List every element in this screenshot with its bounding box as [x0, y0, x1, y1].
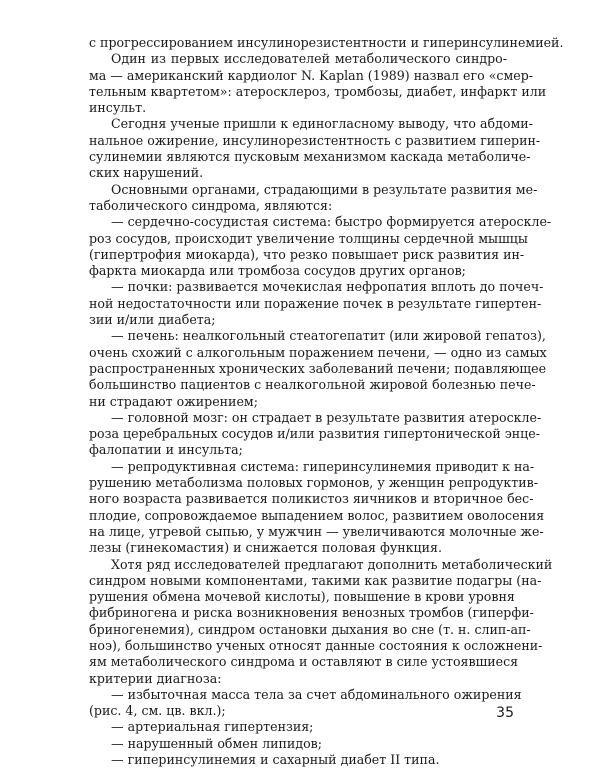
text-line: Один из первых исследователей метаболического синдро- — [111, 51, 507, 67]
page-number: 35 — [496, 705, 514, 721]
text-line: на лице, угревой сыпью, у мужчин — увеличиваются молочные же- — [89, 523, 544, 539]
text-line: — артериальная гипертензия; — [111, 719, 314, 735]
text-line: сулинемии являются пусковым механизмом каскада метаболиче- — [89, 149, 531, 165]
text-line: фалопатии и инсульта; — [89, 442, 243, 458]
text-line: — почки: развивается мочекислая нефропатия вплоть до почеч- — [111, 279, 544, 295]
body-text — [89, 35, 564, 768]
text-line: фибриногена и риска возникновения венозных тромбов (гиперфи- — [89, 605, 534, 621]
text-line: ских нарушений. — [89, 165, 204, 181]
text-line: плодие, сопровождаемое выпадением волос, развитием оволосения — [89, 507, 545, 523]
text-line: Хотя ряд исследователей предлагают дополнить метаболический — [111, 556, 553, 572]
text-line: — нарушенный обмен липидов; — [111, 735, 323, 751]
text-line: Сегодня ученые пришли к единогласному выводу, что абдоми- — [111, 116, 533, 132]
text-line: — избыточная масса тела за счет абдоминального ожирения — [111, 686, 522, 702]
text-line: ноэ), большинство ученых относят данные состояния к осложнени- — [89, 637, 543, 653]
text-line: рушению метаболизма половых гормонов, у женщин репродуктив- — [89, 475, 538, 491]
text-line: (гипертрофия миокарда), что резко повышает риск развития ин- — [89, 246, 525, 262]
text-line: критерии диагноза: — [89, 670, 222, 686]
text-line: инсульт. — [89, 100, 147, 116]
text-line: ма — американский кардиолог N. Kaplan (1989) назвал его «смер- — [89, 67, 534, 83]
text-line: ни страдают ожирением; — [89, 393, 258, 409]
text-line: таболического синдрома, являются: — [89, 197, 333, 213]
text-line: — печень: неалкогольный стеатогепатит (или жировой гепатоз), — [111, 328, 546, 344]
text-line: очень схожий с алкогольным поражением печени, — одно из самых — [89, 344, 547, 360]
text-line: фаркта миокарда или тромбоза сосудов других органов; — [89, 263, 466, 279]
text-line: тельным квартетом»: атеросклероз, тромбозы, диабет, инфаркт или — [89, 83, 547, 99]
text-line: (рис. 4, см. цв. вкл.); — [89, 703, 226, 719]
text-line: — репродуктивная система: гиперинсулинемия приводит к на- — [111, 458, 535, 474]
text-line: — головной мозг: он страдает в результате развития атероскле- — [111, 409, 542, 425]
text-line: бриногенемия), синдром остановки дыхания во сне (т. н. слип-ап- — [89, 621, 531, 637]
text-line: роз сосудов, происходит увеличение толщины сердечной мышцы — [89, 230, 528, 246]
text-line: с прогрессированием инсулинорезистентности и гиперинсулинемией. — [89, 35, 564, 50]
text-line: ной недостаточности или поражение почек в результате гипертен- — [89, 295, 542, 311]
text-line: ям метаболического синдрома и оставляют в силе устоявшиеся — [89, 654, 519, 670]
text-line: рушения обмена мочевой кислоты), повышение в крови уровня — [89, 589, 515, 605]
text-line: лезы (гинекомастия) и снижается половая функция. — [89, 540, 442, 556]
text-line: нальное ожирение, инсулинорезистентность с развитием гиперин- — [89, 132, 541, 148]
text-line: большинство пациентов с неалкогольной жировой болезнью пече- — [89, 377, 536, 393]
text-line: Основными органами, страдающими в результате развития ме- — [111, 181, 538, 197]
text-line: — сердечно-сосудистая система: быстро формируется атероскле- — [111, 214, 552, 230]
text-line: синдром новыми компонентами, такими как развитие подагры (на- — [89, 572, 542, 588]
text-line: ного возраста развивается поликистоз яичников и вторичное бес- — [89, 491, 534, 507]
text-line: роза церебральных сосудов и/или развития гипертонической энце- — [89, 426, 540, 442]
text-line: распространенных хронических заболеваний печени; подавляющее — [89, 360, 547, 376]
text-line: — гиперинсулинемия и сахарный диабет II типа. — [111, 752, 440, 768]
text-line: зии и/или диабета; — [89, 312, 216, 328]
